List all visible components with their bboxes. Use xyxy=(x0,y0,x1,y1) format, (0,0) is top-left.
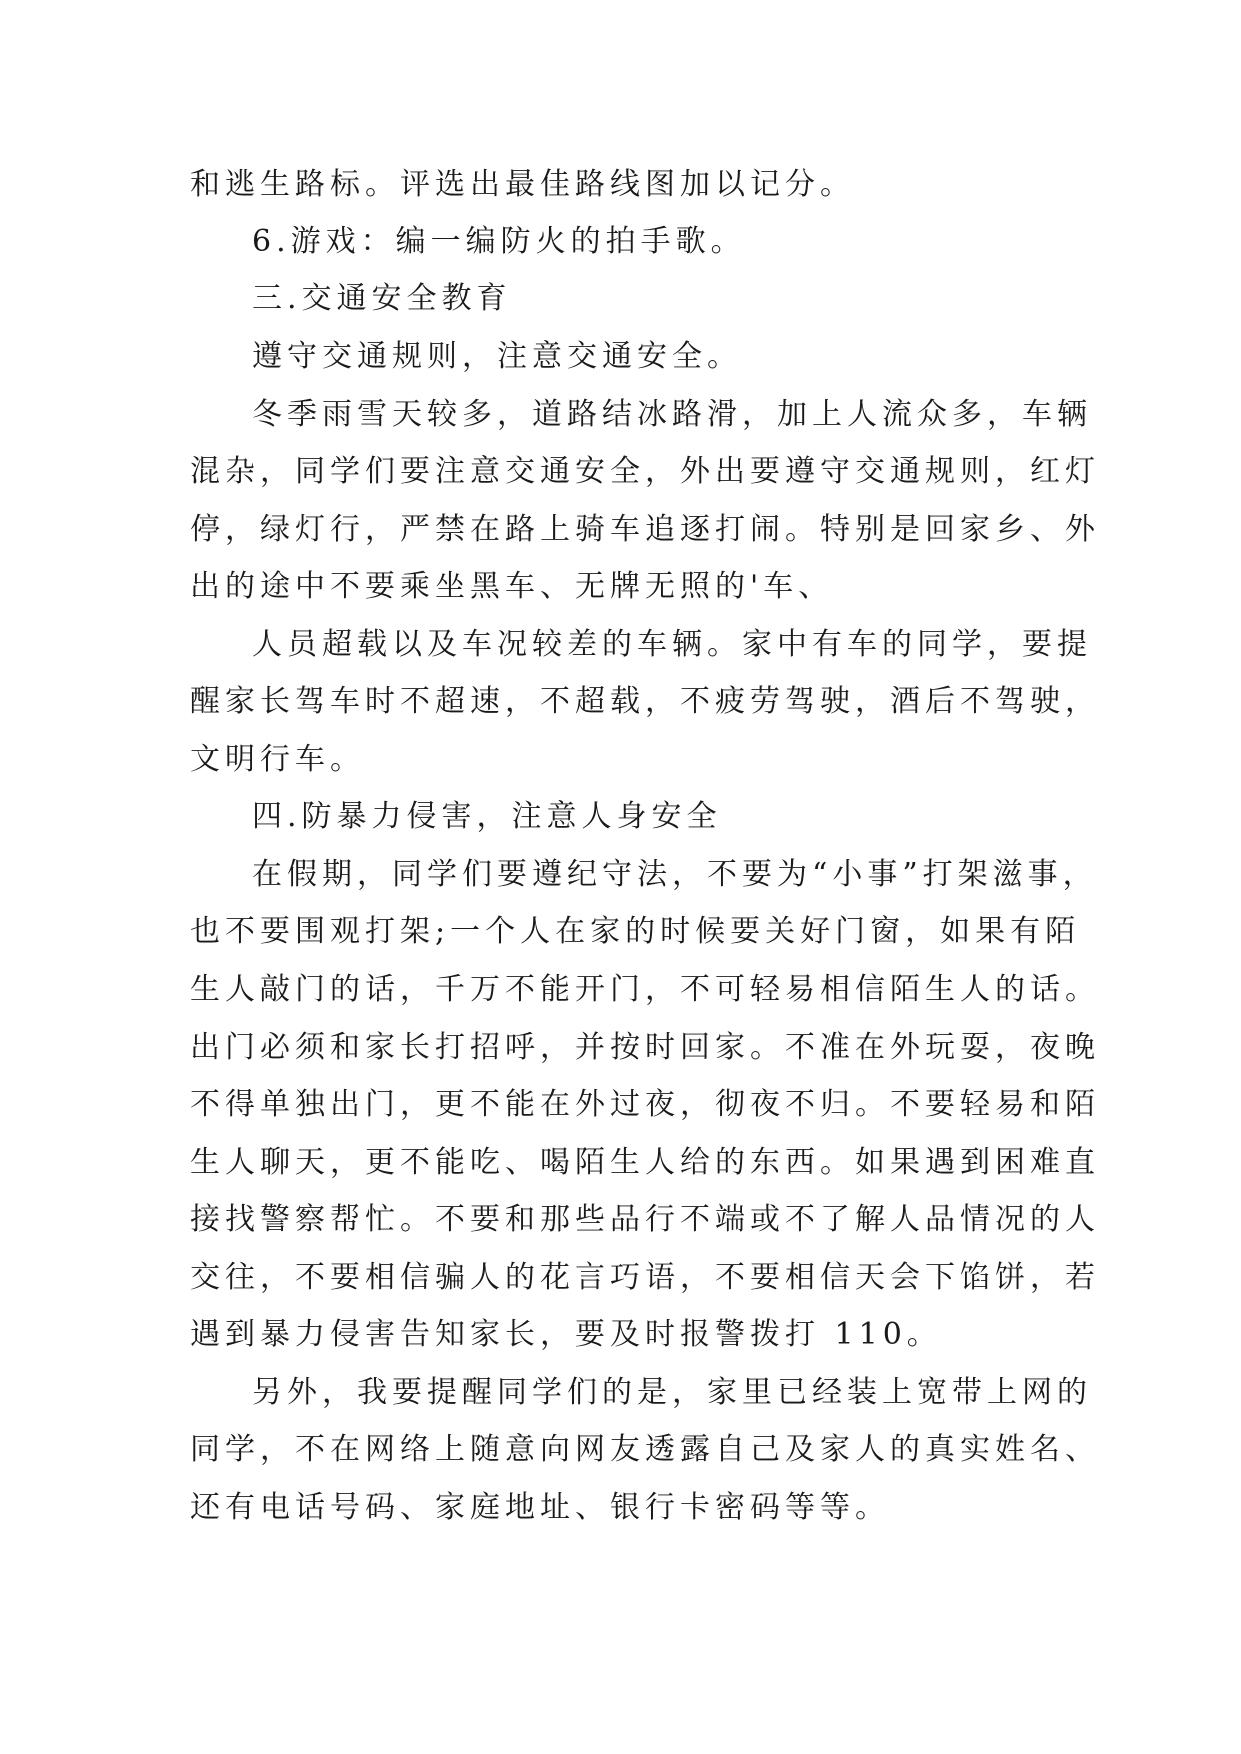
text-line: 同学，不在网络上随意向网友透露自己及家人的真实姓名、 xyxy=(190,1432,1100,1467)
text-line: 另外，我要提醒同学们的是，家里已经装上宽带上网的 xyxy=(252,1375,1092,1410)
text-line: 停，绿灯行，严禁在路上骑车追逐打闹。特别是回家乡、外 xyxy=(190,512,1100,547)
text-line: 出门必须和家长打招呼，并按时回家。不准在外玩耍，夜晚 xyxy=(190,1030,1100,1065)
text-line: 混杂，同学们要注意交通安全，外出要遵守交通规则，红灯 xyxy=(190,454,1100,489)
text-line: 生人敲门的话，千万不能开门，不可轻易相信陌生人的话。 xyxy=(190,972,1100,1007)
section-heading-traffic-safety: 三.交通安全教育 xyxy=(252,281,512,316)
text-line: 6.游戏：编一编防火的拍手歌。 xyxy=(252,224,746,259)
text-line: 遵守交通规则，注意交通安全。 xyxy=(252,339,742,374)
text-line: 在假期，同学们要遵纪守法，不要为“小事”打架滋事， xyxy=(252,857,1098,892)
text-line: 交往，不要相信骗人的花言巧语，不要相信天会下馅饼，若 xyxy=(190,1260,1100,1295)
text-line: 生人聊天，更不能吃、喝陌生人给的东西。如果遇到困难直 xyxy=(190,1145,1100,1180)
text-line: 遇到暴力侵害告知家长，要及时报警拨打 110。 xyxy=(190,1317,942,1352)
text-line: 接找警察帮忙。不要和那些品行不端或不了解人品情况的人 xyxy=(190,1202,1100,1237)
text-line: 冬季雨雪天较多，道路结冰路滑，加上人流众多，车辆 xyxy=(252,397,1092,432)
text-line: 人员超载以及车况较差的车辆。家中有车的同学，要提 xyxy=(252,627,1092,662)
text-line: 还有电话号码、家庭地址、银行卡密码等等。 xyxy=(190,1490,890,1525)
section-heading-personal-safety: 四.防暴力侵害，注意人身安全 xyxy=(252,799,722,834)
text-line: 出的途中不要乘坐黑车、无牌无照的'车、 xyxy=(190,569,834,604)
text-line: 也不要围观打架;一个人在家的时候要关好门窗，如果有陌 xyxy=(190,914,1081,949)
text-line: 不得单独出门，更不能在外过夜，彻夜不归。不要轻易和陌 xyxy=(190,1087,1100,1122)
text-line: 醒家长驾车时不超速，不超载，不疲劳驾驶，酒后不驾驶， xyxy=(190,684,1100,719)
text-line: 和逃生路标。评选出最佳路线图加以记分。 xyxy=(190,167,855,202)
text-line: 文明行车。 xyxy=(190,742,365,777)
